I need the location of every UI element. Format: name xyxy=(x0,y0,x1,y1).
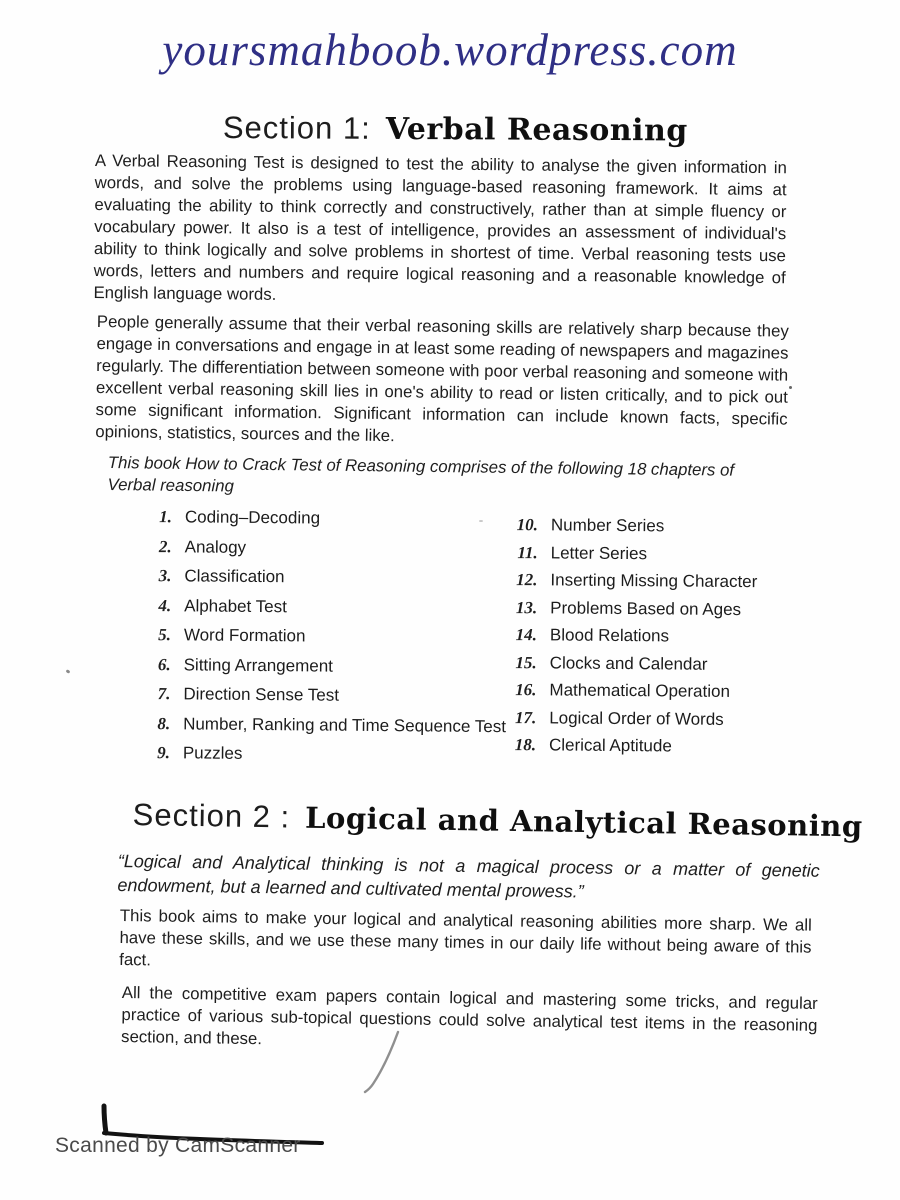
chapter-label: Sitting Arrangement xyxy=(183,654,334,676)
chapter-number: 9. xyxy=(157,743,170,763)
section1-paragraph-1: A Verbal Reasoning Test is designed to test the ability to analyse the given information in words, and solve the problems using language-based reasoning framework. It aims at evaluating the ability to think correctly and constructively, rather than at simple fluency or vocabulary power. It also is a test of intelligence, provides an assessment of individual's ability to think logically and solve problems in shortest of time. Verbal reasoning tests use words, letters and numbers and require logical reasoning and a reasonable knowledge of English language words. xyxy=(93,150,787,304)
chapter-number: 1. xyxy=(159,507,173,527)
chapter-number: 14. xyxy=(515,625,538,645)
chapter-list-right xyxy=(506,516,758,756)
chapter-label: Coding–Decoding xyxy=(184,507,321,528)
chapter-item xyxy=(146,537,508,558)
chapter-item xyxy=(508,543,758,563)
chapter-number: 17. xyxy=(514,707,537,727)
chapter-label: Clocks and Calendar xyxy=(549,652,708,674)
chapter-number: 5. xyxy=(158,625,171,645)
chapter-label: Alphabet Test xyxy=(184,595,287,616)
section2-heading xyxy=(132,797,862,844)
chapter-label: Word Formation xyxy=(183,625,306,646)
scan-speck xyxy=(479,520,483,522)
section1-paragraph-2: People generally assume that their verbal reasoning skills are relatively sharp because they engage in conversations and engage in at least some reading of newspapers and magazines regularly. The differentiation between someone with poor verbal reasoning and someone with excellent verbal reasoning skill lies in one's ability to read or listen critically, and to pick out some significant information. Significant information can include known facts, specific opinions, statistics, sources and the like. xyxy=(95,311,789,446)
chapter-label: Analogy xyxy=(184,536,247,557)
scan-speck xyxy=(66,669,71,674)
section2-label: Section 2 : xyxy=(132,797,291,835)
chapter-item xyxy=(144,685,506,706)
chapter-label: Number, Ranking and Time Sequence Test xyxy=(183,713,507,736)
pen-slash-mark xyxy=(352,1026,414,1104)
chapter-list-left xyxy=(144,508,508,765)
section2-paragraph-1: This book aims to make your logical and analytical reasoning abilities more sharp. We all have these skills, and we use these many times in our daily life without being aware of this fact. xyxy=(119,905,812,970)
chapter-item xyxy=(146,508,508,529)
chapter-item xyxy=(144,714,506,735)
chapter-item xyxy=(507,626,757,646)
chapter-number: 16. xyxy=(515,680,537,700)
chapter-label: Letter Series xyxy=(550,542,648,563)
section1-heading xyxy=(223,110,688,148)
chapter-item xyxy=(145,567,507,588)
chapter-label: Classification xyxy=(184,566,285,587)
chapter-item xyxy=(507,653,757,673)
chapter-label: Direction Sense Test xyxy=(183,684,340,705)
chapter-label: Number Series xyxy=(550,515,665,536)
chapter-label: Logical Order of Words xyxy=(549,707,724,729)
chapter-item xyxy=(506,681,756,701)
scan-speck xyxy=(789,386,792,389)
section2-quote: “Logical and Analytical thinking is not a magical process or a matter of genetic endowment, but a learned and cultivated mental prowess.” xyxy=(117,850,820,902)
chapter-item xyxy=(145,596,507,617)
chapter-number: 12. xyxy=(516,570,538,590)
chapter-item xyxy=(145,655,507,676)
chapter-item xyxy=(144,744,506,765)
watermark-url: yoursmahboob.wordpress.com xyxy=(162,25,738,75)
chapter-item xyxy=(508,516,758,536)
chapter-item xyxy=(506,736,756,756)
chapter-number: 3. xyxy=(158,566,172,586)
chapter-label: Clerical Aptitude xyxy=(548,735,672,756)
chapter-number: 18. xyxy=(514,735,537,755)
chapter-number: 7. xyxy=(157,684,171,704)
chapter-label: Inserting Missing Character xyxy=(550,570,758,592)
chapter-item xyxy=(145,626,507,647)
chapter-number: 6. xyxy=(157,654,171,674)
section1-label: Section 1: xyxy=(222,110,371,146)
chapter-item xyxy=(506,708,756,728)
section2-title: Logical and Analytical Reasoning xyxy=(304,800,863,844)
chapter-label: Mathematical Operation xyxy=(549,680,731,701)
chapter-number: 8. xyxy=(157,713,171,733)
chapter-label: Problems Based on Ages xyxy=(550,597,742,619)
chapter-number: 10. xyxy=(516,515,539,535)
section1-book-intro: This book How to Crack Test of Reasoning comprises of the following 18 chapters of Verbal reasoning xyxy=(107,452,735,496)
chapter-number: 15. xyxy=(515,652,537,672)
section2-paragraph-2: All the competitive exam papers contain logical and mastering some tricks, and regular practice of various sub-topical questions could solve analytical test items in the reasoning section, and these. xyxy=(120,982,818,1049)
chapter-label: Blood Relations xyxy=(549,625,670,646)
camscanner-footer-label: Scanned by CamScanner xyxy=(55,1134,301,1157)
chapter-number: 13. xyxy=(515,597,538,617)
chapter-item xyxy=(507,598,757,618)
section1-title: Verbal Reasoning xyxy=(385,111,688,149)
chapter-number: 11. xyxy=(517,542,538,562)
chapter-label: Puzzles xyxy=(182,743,243,763)
chapter-number: 4. xyxy=(158,595,172,615)
chapter-number: 2. xyxy=(158,536,172,556)
chapter-item xyxy=(507,571,757,591)
